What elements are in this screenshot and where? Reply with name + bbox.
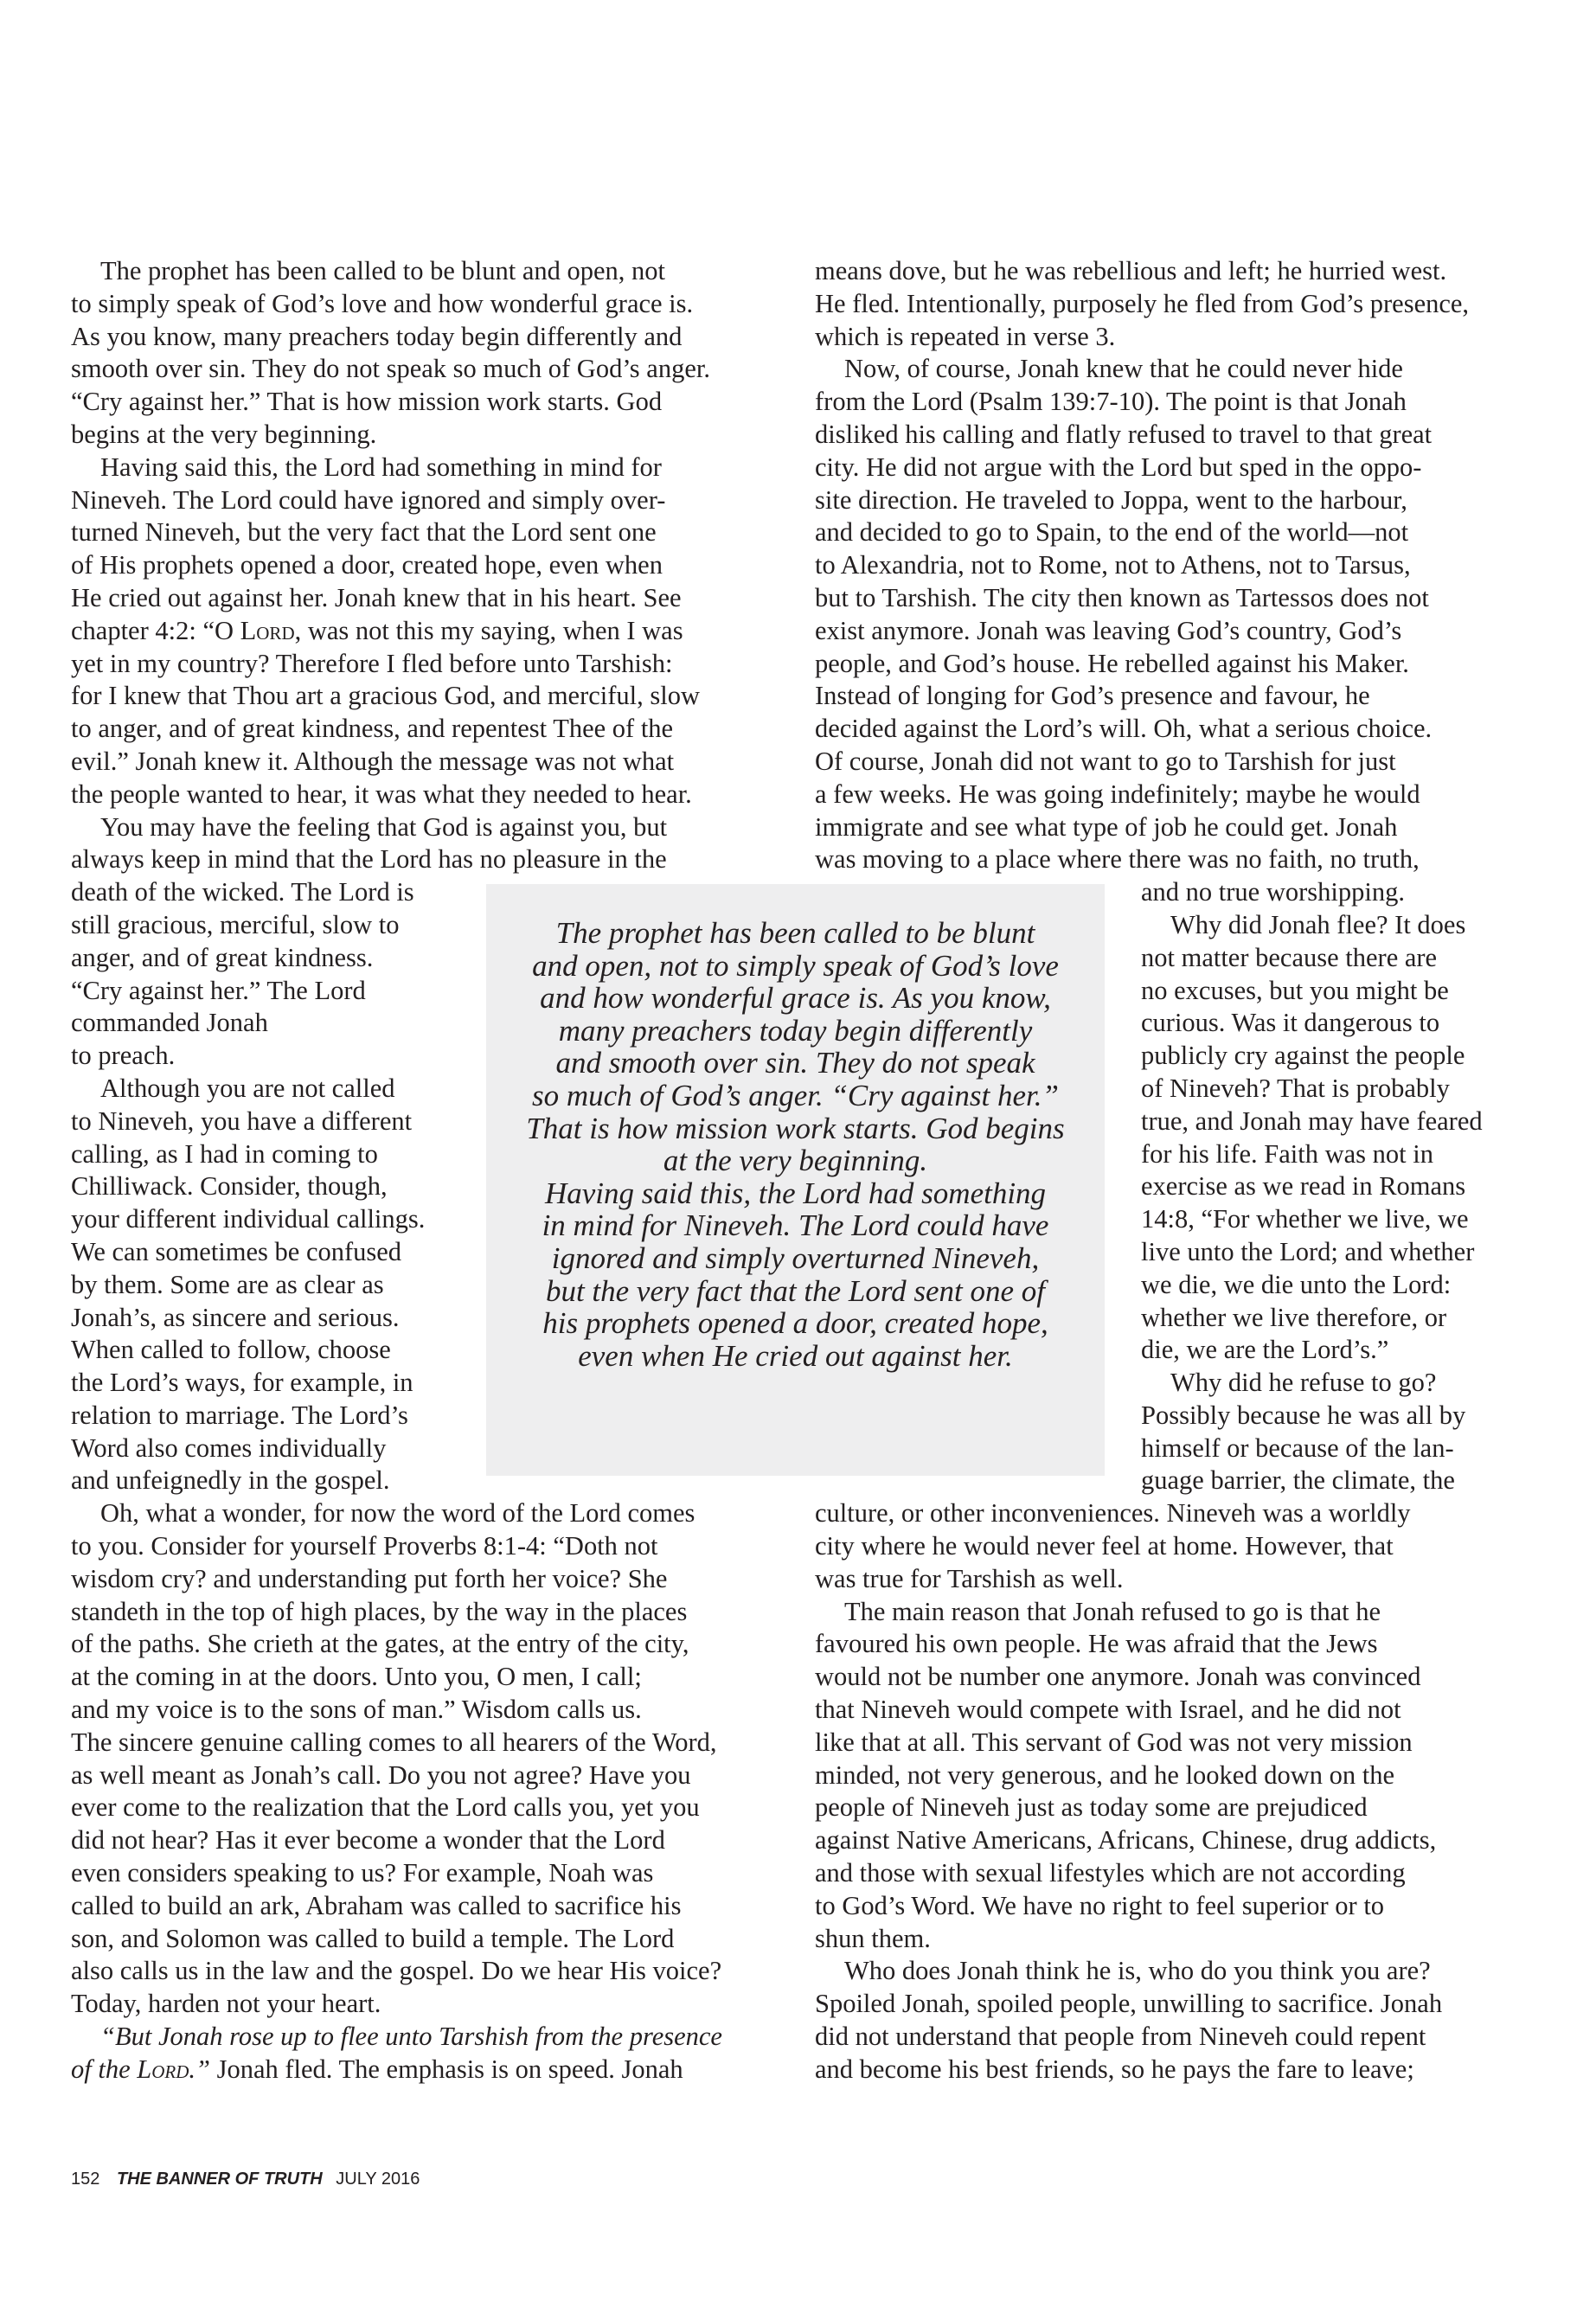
text-line: 14:8, “For whether we live, we — [1141, 1204, 1469, 1234]
text-line: even considers speaking to us? For example, Noah was — [71, 1858, 654, 1888]
text-line: and no true worshipping. — [1141, 877, 1405, 907]
text-line: anger, and of great kindness. — [71, 942, 374, 972]
text-line: of the paths. She crieth at the gates, at the entry of the city, — [71, 1629, 689, 1659]
text-line: Spoiled Jonah, spoiled people, unwilling to sacrifice. Jonah — [815, 1989, 1443, 2019]
issue-date: JULY 2016 — [336, 2170, 420, 2189]
text-line: and decided to go to Spain, to the end of the world—not — [815, 517, 1409, 548]
text-line: that Nineveh would compete with Israel, and he did not — [815, 1695, 1401, 1725]
text-line: We can sometimes be confused — [71, 1236, 402, 1266]
pull-quote-line: but the very fact that the Lord sent one of — [545, 1273, 1046, 1308]
text-line: against Native Americans, Africans, Chinese, drug addicts, — [815, 1825, 1437, 1856]
magazine-title: THE BANNER OF TRUTH — [116, 2170, 323, 2189]
text-line: still gracious, merciful, slow to — [71, 909, 400, 939]
text-line: city where he would never feel at home. However, that — [815, 1531, 1394, 1561]
text-line: ever come to the realization that the Lord calls you, yet you — [71, 1792, 700, 1823]
text-line: Who does Jonah think he is, who do you think you are? — [844, 1956, 1431, 1986]
pull-quote-line: The prophet has been called to be blunt — [555, 916, 1035, 950]
text-line: yet in my country? Therefore I fled before unto Tarshish: — [71, 648, 673, 678]
text-line: Why did he refuse to go? — [1170, 1368, 1437, 1398]
text-line: and those with sexual lifestyles which are not according — [815, 1858, 1406, 1888]
text-line: site direction. He traveled to Joppa, went to the harbour, — [815, 484, 1407, 515]
text-line: did not understand that people from Nineveh could repent — [815, 2022, 1426, 2052]
text-line: Possibly because he was all by — [1141, 1400, 1466, 1430]
text-line: whether we live therefore, or — [1141, 1302, 1447, 1332]
text-line: die, we are the Lord’s.” — [1141, 1335, 1389, 1365]
text-line: to simply speak of God’s love and how wonderful grace is. — [71, 288, 694, 318]
text-line: death of the wicked. The Lord is — [71, 877, 414, 907]
text-line: exercise as we read in Romans — [1141, 1171, 1466, 1202]
text-line: favoured his own people. He was afraid that the Jews — [815, 1629, 1378, 1659]
text-line: no excuses, but you might be — [1141, 975, 1449, 1005]
text-line: at the coming in at the doors. Unto you, O men, I call; — [71, 1662, 642, 1692]
text-line: of the Lord.” Jonah fled. The emphasis is on speed. Jonah — [71, 2054, 683, 2084]
pull-quote — [486, 884, 1105, 1476]
text-line: to anger, and of great kindness, and repentest Thee of the — [71, 714, 674, 744]
text-line: disliked his calling and flatly refused to travel to that great — [815, 419, 1433, 449]
text-line: Chilliwack. Consider, though, — [71, 1171, 388, 1202]
text-line: guage barrier, the climate, the — [1141, 1465, 1455, 1496]
text-line: Although you are not called — [100, 1073, 395, 1103]
text-line: means dove, but he was rebellious and left; he hurried west. — [815, 256, 1447, 285]
text-line: smooth over sin. They do not speak so much of God’s anger. — [71, 354, 710, 384]
text-line: to preach. — [71, 1041, 176, 1071]
text-line: As you know, many preachers today begin differently and — [71, 321, 683, 351]
text-line: and unfeignedly in the gospel. — [71, 1465, 390, 1496]
pull-quote-line: so much of God’s anger. “Cry against her.” — [532, 1078, 1059, 1112]
text-line: The sincere genuine calling comes to all hearers of the Word, — [71, 1727, 717, 1757]
text-line: Jonah’s, as sincere and serious. — [71, 1302, 400, 1332]
pull-quote-line: his prophets opened a door, created hope, — [542, 1306, 1048, 1341]
text-line: shun them. — [815, 1923, 931, 1953]
text-line: Nineveh. The Lord could have ignored and simply over- — [71, 484, 666, 515]
text-line: himself or because of the lan- — [1141, 1433, 1454, 1463]
text-line: The main reason that Jonah refused to go is that he — [844, 1596, 1381, 1626]
pull-quote-line: and smooth over sin. They do not speak — [555, 1046, 1035, 1080]
text-line: Oh, what a wonder, for now the word of the Lord comes — [100, 1498, 695, 1529]
text-line: a few weeks. He was going indefinitely; maybe he would — [815, 779, 1420, 809]
text-line: curious. Was it dangerous to — [1141, 1008, 1440, 1038]
text-line: of His prophets opened a door, created hope, even when — [71, 550, 663, 580]
text-line: people of Nineveh just as today some are prejudiced — [815, 1792, 1368, 1823]
page-number: 152 — [71, 2170, 100, 2189]
text-line: exist anymore. Jonah was leaving God’s country, God’s — [815, 615, 1402, 645]
text-line: chapter 4:2: “O Lord, was not this my saying, when I was — [71, 615, 683, 645]
pull-quote-line: and open, not to simply speak of God’s love — [532, 948, 1059, 983]
text-line: did not hear? Has it ever become a wonder that the Lord — [71, 1825, 665, 1856]
text-line: people, and God’s house. He rebelled against his Maker. — [815, 648, 1409, 678]
text-line: son, and Solomon was called to build a temple. The Lord — [71, 1923, 675, 1953]
text-line: relation to marriage. The Lord’s — [71, 1400, 408, 1430]
text-line: to God’s Word. We have no right to feel superior or to — [815, 1890, 1385, 1920]
page-footer — [71, 2170, 420, 2189]
text-line: commanded Jonah — [71, 1008, 268, 1038]
pull-quote-line: and how wonderful grace is. As you know, — [540, 981, 1051, 1016]
text-line: Now, of course, Jonah knew that he could never hide — [844, 354, 1403, 384]
text-line: as well meant as Jonah’s call. Do you not agree? Have you — [71, 1759, 691, 1790]
text-line: but to Tarshish. The city then known as Tartessos does not — [815, 582, 1429, 612]
pull-quote-line: even when He cried out against her. — [578, 1338, 1013, 1373]
text-line: not matter because there are — [1141, 942, 1438, 972]
text-line: by them. Some are as clear as — [71, 1269, 384, 1299]
text-line: for his life. Faith was not in — [1141, 1138, 1434, 1169]
text-line: minded, not very generous, and he looked down on the — [815, 1759, 1395, 1790]
text-line: calling, as I had in coming to — [71, 1138, 378, 1169]
text-line: Of course, Jonah did not want to go to Tarshish for just — [815, 746, 1396, 776]
pull-quote-line: ignored and simply overturned Nineveh, — [551, 1240, 1040, 1275]
text-line: Why did Jonah flee? It does — [1170, 909, 1466, 939]
text-line: also calls us in the law and the gospel. Do we hear His voice? — [71, 1956, 722, 1986]
text-line: turned Nineveh, but the very fact that the Lord sent one — [71, 517, 657, 548]
text-line: standeth in the top of high places, by the way in the places — [71, 1596, 688, 1626]
pull-quote-line: at the very beginning. — [663, 1144, 928, 1178]
pull-quote-line: many preachers today begin differently — [558, 1013, 1033, 1048]
pull-quote-line: That is how mission work starts. God begins — [526, 1111, 1065, 1145]
text-line: He fled. Intentionally, purposely he fled from God’s presence, — [815, 288, 1470, 318]
text-line: of Nineveh? That is probably — [1141, 1073, 1450, 1103]
text-line: and become his best friends, so he pays the fare to leave; — [815, 2054, 1414, 2084]
text-line: to Nineveh, you have a different — [71, 1106, 413, 1136]
text-line: wisdom cry? and understanding put forth her voice? She — [71, 1563, 668, 1593]
text-line: like that at all. This servant of God was not very mission — [815, 1727, 1413, 1757]
text-line: Instead of longing for God’s presence and favour, he — [815, 681, 1370, 711]
text-line: evil.” Jonah knew it. Although the message was not what — [71, 746, 675, 776]
text-line: Today, harden not your heart. — [71, 1989, 381, 2019]
text-line: He cried out against her. Jonah knew that in his heart. See — [71, 582, 682, 612]
text-line: immigrate and see what type of job he could get. Jonah — [815, 811, 1398, 842]
text-line: true, and Jonah may have feared — [1141, 1106, 1483, 1136]
text-line: your different individual callings. — [71, 1204, 426, 1234]
text-line: the people wanted to hear, it was what they needed to hear. — [71, 779, 692, 809]
text-line: called to build an ark, Abraham was called to sacrifice his — [71, 1890, 682, 1920]
text-line: always keep in mind that the Lord has no pleasure in the — [71, 844, 667, 875]
text-line: the Lord’s ways, for example, in — [71, 1368, 413, 1398]
text-line: to you. Consider for yourself Proverbs 8:1-4: “Doth not — [71, 1531, 658, 1561]
text-line: was true for Tarshish as well. — [815, 1563, 1124, 1593]
text-line: publicly cry against the people — [1141, 1041, 1465, 1071]
text-line: culture, or other inconveniences. Nineveh was a worldly — [815, 1498, 1411, 1529]
pull-quote-line: Having said this, the Lord had something — [544, 1176, 1047, 1210]
text-line: for I knew that Thou art a gracious God, and merciful, slow — [71, 681, 700, 711]
text-line: we die, we die unto the Lord: — [1141, 1269, 1452, 1299]
text-line: and my voice is to the sons of man.” Wisdom calls us. — [71, 1695, 642, 1725]
text-line: When called to follow, choose — [71, 1335, 391, 1365]
text-line: which is repeated in verse 3. — [815, 321, 1116, 351]
text-line: “Cry against her.” That is how mission work starts. God — [71, 387, 663, 417]
text-line: was moving to a place where there was no faith, no truth, — [815, 844, 1420, 875]
text-line: “Cry against her.” The Lord — [71, 975, 366, 1005]
text-line: to Alexandria, not to Rome, not to Athens, not to Tarsus, — [815, 550, 1411, 580]
text-line: “But Jonah rose up to flee unto Tarshish from the presence — [100, 2022, 722, 2052]
text-line: would not be number one anymore. Jonah was convinced — [815, 1662, 1421, 1692]
pull-quote-line: in mind for Nineveh. The Lord could have — [542, 1208, 1049, 1243]
text-line: city. He did not argue with the Lord but sped in the oppo- — [815, 452, 1422, 482]
text-line: begins at the very beginning. — [71, 419, 377, 449]
text-line: The prophet has been called to be blunt and open, not — [100, 256, 666, 285]
text-line: Word also comes individually — [71, 1433, 387, 1463]
text-line: from the Lord (Psalm 139:7-10). The point is that Jonah — [815, 387, 1407, 417]
text-line: You may have the feeling that God is against you, but — [100, 811, 668, 842]
text-line: Having said this, the Lord had something in mind for — [100, 452, 662, 482]
text-line: live unto the Lord; and whether — [1141, 1236, 1475, 1266]
text-line: decided against the Lord’s will. Oh, what a serious choice. — [815, 714, 1433, 744]
